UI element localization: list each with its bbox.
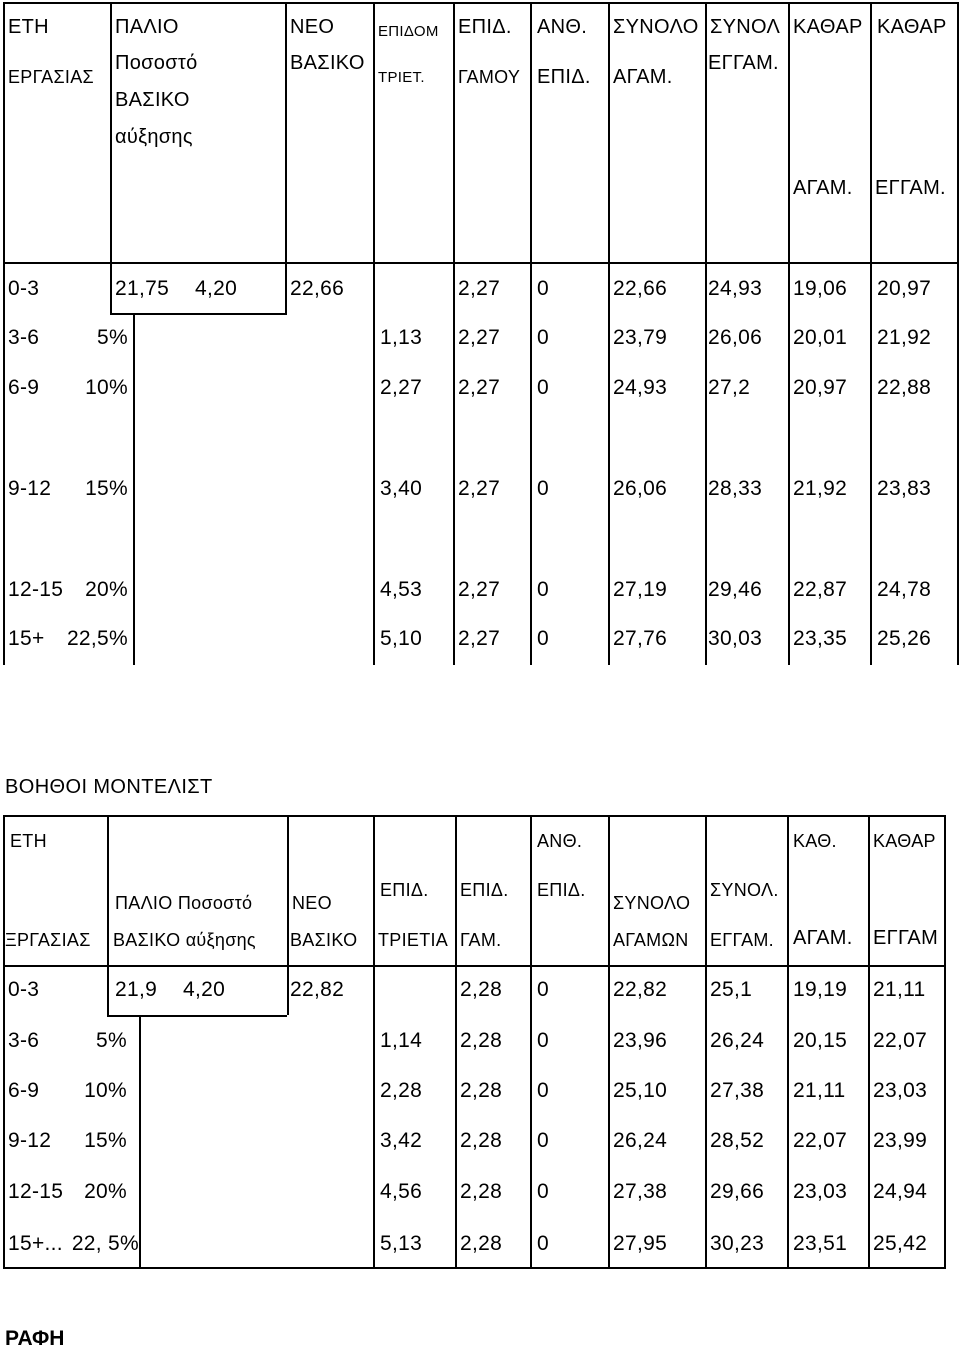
table1-cell-triennial: 1,13 <box>380 326 423 349</box>
table2-cell-triennial: 2,28 <box>380 1079 423 1102</box>
table1-column-header: ΒΑΣΙΚΟ <box>115 89 190 111</box>
table-row <box>0 277 960 301</box>
table2-cell-net-single: 23,03 <box>793 1180 848 1203</box>
table1-cell-years: 12-15 <box>8 578 64 601</box>
table1-cell-old-basic: 21,75 <box>115 277 170 300</box>
table2-cell-years: 15+... <box>8 1232 63 1255</box>
table2-cell-net-married: 23,03 <box>873 1079 928 1102</box>
table2-cell-total-married: 28,52 <box>710 1129 765 1152</box>
table2-cell-total-married: 26,24 <box>710 1029 765 1052</box>
table1-cell-net-single: 20,01 <box>793 326 848 349</box>
table2-column-header: ΣΥΝΟΛΟ <box>613 893 691 913</box>
table1-cell-increase: 20% <box>85 578 128 601</box>
table2-cell-total-single: 26,24 <box>613 1129 668 1152</box>
table2-cell-net-married: 25,42 <box>873 1232 928 1255</box>
table1-cell-marriage: 2,27 <box>458 326 501 349</box>
table1-cell-birth: 0 <box>537 376 549 399</box>
table1-cell-net-married: 23,83 <box>877 477 932 500</box>
table2-cell-birth: 0 <box>537 978 549 1001</box>
table1-column-header: ΠΑΛΙΟ <box>115 16 179 38</box>
table1-cell-marriage: 2,27 <box>458 477 501 500</box>
table2-cell-old-basic: 21,9 <box>115 978 158 1001</box>
table1-cell-triennial: 3,40 <box>380 477 423 500</box>
table1-column-header: ΝΕΟ <box>290 16 335 38</box>
table2-cell-increase: 20% <box>84 1180 127 1203</box>
table1-column-header: αύξησης <box>115 126 193 148</box>
table1-cell-net-married: 20,97 <box>877 277 932 300</box>
table-row <box>0 1079 960 1103</box>
table2-cell-increase: 22, 5% <box>71 1232 139 1255</box>
table1-cell-total-single: 22,66 <box>613 277 668 300</box>
table2-column-header: ΕΓΓΑΜ. <box>710 930 774 950</box>
table1-cell-total-single: 24,93 <box>613 376 668 399</box>
table1-column-header: ΕΠΙΔ. <box>537 66 591 88</box>
table1-cell-total-married: 30,03 <box>708 627 763 650</box>
table2-cell-birth: 0 <box>537 1029 549 1052</box>
table2-cell-total-married: 30,23 <box>710 1232 765 1255</box>
table-row <box>0 326 960 350</box>
table2-cell-increase: 4,20 <box>183 978 226 1001</box>
table2-column-header: ΕΓΓΑΜ <box>873 927 939 949</box>
table2-cell-total-married: 27,38 <box>710 1079 765 1102</box>
table1-cell-total-married: 27,2 <box>708 376 751 399</box>
table2-column-header: ΣΥΝΟΛ. <box>710 880 779 900</box>
table1-column-header: ΚΑΘΑΡ <box>793 16 863 38</box>
table1-column-header: ΕΠΙΔ. <box>458 16 512 38</box>
table1-column-header: Ποσοστό <box>115 52 198 74</box>
table-rule <box>3 815 946 817</box>
table1-cell-new-basic: 22,66 <box>290 277 345 300</box>
table2-cell-total-single: 23,96 <box>613 1029 668 1052</box>
table1-cell-total-single: 23,79 <box>613 326 668 349</box>
table2-cell-net-single: 23,51 <box>793 1232 848 1255</box>
table1-cell-net-single: 21,92 <box>793 477 848 500</box>
table-row <box>0 627 960 651</box>
table2-cell-net-single: 20,15 <box>793 1029 848 1052</box>
table1-cell-total-single: 27,19 <box>613 578 668 601</box>
table2-cell-marriage: 2,28 <box>460 1129 503 1152</box>
table1-cell-increase: 22,5% <box>66 627 128 650</box>
table-rule <box>3 965 946 967</box>
table2-cell-triennial: 3,42 <box>380 1129 423 1152</box>
table-rule <box>110 313 287 315</box>
table2-cell-years: 12-15 <box>8 1180 64 1203</box>
table1-cell-total-single: 27,76 <box>613 627 668 650</box>
table2-column-header: ΑΓΑΜ. <box>793 927 853 949</box>
table1-column-header: ΕΡΓΑΣΙΑΣ <box>8 67 94 87</box>
table1-cell-total-married: 26,06 <box>708 326 763 349</box>
table2-cell-birth: 0 <box>537 1180 549 1203</box>
table-row <box>0 578 960 602</box>
table1-column-header: ΑΓΑΜ. <box>793 177 853 199</box>
table1-cell-marriage: 2,27 <box>458 376 501 399</box>
table2-cell-years: 0-3 <box>8 978 40 1001</box>
table1-cell-net-single: 20,97 <box>793 376 848 399</box>
table1-cell-marriage: 2,27 <box>458 578 501 601</box>
table2-cell-marriage: 2,28 <box>460 1079 503 1102</box>
table1-cell-triennial: 5,10 <box>380 627 423 650</box>
table2-cell-marriage: 2,28 <box>460 1232 503 1255</box>
table2-column-header: ΕΠΙΔ. <box>537 880 586 900</box>
table2-cell-increase: 15% <box>84 1129 127 1152</box>
table1-column-header: ΕΤΗ <box>8 16 49 38</box>
table-rule <box>110 2 112 314</box>
table-rule <box>285 2 287 314</box>
table-rule <box>3 2 959 4</box>
table2-cell-net-married: 23,99 <box>873 1129 928 1152</box>
table1-cell-marriage: 2,27 <box>458 277 501 300</box>
table2-cell-marriage: 2,28 <box>460 1180 503 1203</box>
table-row <box>0 1129 960 1153</box>
table1-cell-net-married: 22,88 <box>877 376 932 399</box>
table2-column-header: ΓΑΜ. <box>460 930 502 950</box>
table1-column-header: ΣΥΝΟΛ <box>710 16 781 38</box>
table2-cell-total-single: 27,38 <box>613 1180 668 1203</box>
table2-cell-net-single: 21,11 <box>793 1079 846 1102</box>
table1-cell-increase: 5% <box>97 326 128 349</box>
table1-column-header: ΕΓΓΑΜ. <box>875 177 946 199</box>
table2-cell-marriage: 2,28 <box>460 1029 503 1052</box>
table1-cell-net-married: 25,26 <box>877 627 932 650</box>
table1-cell-years: 6-9 <box>8 376 40 399</box>
table1-cell-net-single: 22,87 <box>793 578 848 601</box>
table1-column-header: ΒΑΣΙΚΟ <box>290 52 365 74</box>
table1-column-header: ΕΓΓΑΜ. <box>708 52 779 74</box>
table1-cell-birth: 0 <box>537 627 549 650</box>
table2-cell-birth: 0 <box>537 1232 549 1255</box>
table-row <box>0 1180 960 1204</box>
table2-cell-total-single: 27,95 <box>613 1232 668 1255</box>
table1-column-header: ΑΝΘ. <box>537 16 588 38</box>
table2-column-header: ΤΡΙΕΤΙΑ <box>378 930 449 950</box>
table-rule <box>3 262 959 264</box>
table1-cell-birth: 0 <box>537 477 549 500</box>
table1-cell-birth: 0 <box>537 578 549 601</box>
table2-column-header: ΠΑΛΙΟ Ποσοστό <box>115 893 253 913</box>
table2-cell-birth: 0 <box>537 1079 549 1102</box>
table1-column-header: ΕΠΙΔΟΜ <box>378 23 439 40</box>
table2-cell-years: 6-9 <box>8 1079 40 1102</box>
table-row <box>0 1029 960 1053</box>
table-row <box>0 376 960 400</box>
table2-cell-birth: 0 <box>537 1129 549 1152</box>
table2-column-header: ΚΑΘ. <box>793 831 837 851</box>
table1-column-header: ΓΑΜΟΥ <box>458 67 521 87</box>
table2-cell-total-married: 25,1 <box>710 978 753 1001</box>
table1-cell-net-married: 21,92 <box>877 326 932 349</box>
table1-cell-triennial: 4,53 <box>380 578 423 601</box>
table1-cell-birth: 0 <box>537 326 549 349</box>
table2-cell-marriage: 2,28 <box>460 978 503 1001</box>
table2-column-header: ΕΠΙΔ. <box>380 880 429 900</box>
table2-column-header: ΝΕΟ <box>292 893 332 913</box>
next-section-title: ΡΑΦΗ <box>5 1327 65 1350</box>
table2-cell-total-single: 25,10 <box>613 1079 668 1102</box>
table1-cell-total-married: 29,46 <box>708 578 763 601</box>
table1-column-header: ΣΥΝΟΛΟ <box>613 16 699 38</box>
table1-cell-years: 9-12 <box>8 477 52 500</box>
table2-cell-net-married: 24,94 <box>873 1180 928 1203</box>
table-rule <box>3 1267 946 1269</box>
table1-cell-net-single: 19,06 <box>793 277 848 300</box>
table1-cell-years: 3-6 <box>8 326 40 349</box>
table-row <box>0 978 960 1002</box>
table2-column-header: ΞΡΓΑΣΙΑΣ <box>5 930 91 950</box>
table2-column-header: ΕΠΙΔ. <box>460 880 509 900</box>
table2-cell-triennial: 1,14 <box>380 1029 423 1052</box>
table1-cell-net-married: 24,78 <box>877 578 932 601</box>
table2-column-header: ΒΑΣΙΚΟ <box>290 930 358 950</box>
table2-cell-years: 3-6 <box>8 1029 40 1052</box>
table2-cell-net-married: 21,11 <box>873 978 926 1001</box>
table2-cell-net-single: 19,19 <box>793 978 848 1001</box>
table1-column-header: ΤΡΙΕΤ. <box>378 69 425 86</box>
table1-cell-marriage: 2,27 <box>458 627 501 650</box>
table2-column-header: ΒΑΣΙΚΟ αύξησης <box>113 930 256 950</box>
table1-cell-increase: 15% <box>85 477 128 500</box>
table2-cell-years: 9-12 <box>8 1129 52 1152</box>
table2-cell-total-single: 22,82 <box>613 978 668 1001</box>
table1-cell-increase: 10% <box>85 376 128 399</box>
table-row <box>0 477 960 501</box>
table2-cell-net-single: 22,07 <box>793 1129 848 1152</box>
table1-cell-increase: 4,20 <box>195 277 238 300</box>
table2-cell-net-married: 22,07 <box>873 1029 928 1052</box>
table1-cell-years: 0-3 <box>8 277 40 300</box>
table2-cell-increase: 10% <box>84 1079 127 1102</box>
table-row <box>0 1232 960 1256</box>
table1-column-header: ΑΓΑΜ. <box>613 66 673 88</box>
table2-cell-increase: 5% <box>96 1029 127 1052</box>
table2-cell-triennial: 4,56 <box>380 1180 423 1203</box>
table1-cell-triennial: 2,27 <box>380 376 423 399</box>
table2-cell-total-married: 29,66 <box>710 1180 765 1203</box>
table2-column-header: ΑΝΘ. <box>537 831 583 851</box>
table1-cell-birth: 0 <box>537 277 549 300</box>
table2-column-header: ΚΑΘΑΡ <box>873 831 936 851</box>
table2-cell-new-basic: 22,82 <box>290 978 345 1001</box>
section-title: ΒΟΗΘΟΙ ΜΟΝΤΕΛΙΣΤ <box>5 776 213 798</box>
table1-column-header: ΚΑΘΑΡ <box>877 16 947 38</box>
table1-cell-total-single: 26,06 <box>613 477 668 500</box>
table2-column-header: ΑΓΑΜΩΝ <box>613 930 689 950</box>
table2-cell-triennial: 5,13 <box>380 1232 423 1255</box>
table1-cell-years: 15+ <box>8 627 45 650</box>
table1-cell-total-married: 24,93 <box>708 277 763 300</box>
table1-cell-total-married: 28,33 <box>708 477 763 500</box>
table-rule <box>107 1015 287 1017</box>
table1-cell-net-single: 23,35 <box>793 627 848 650</box>
table2-column-header: ΕΤΗ <box>10 831 47 851</box>
